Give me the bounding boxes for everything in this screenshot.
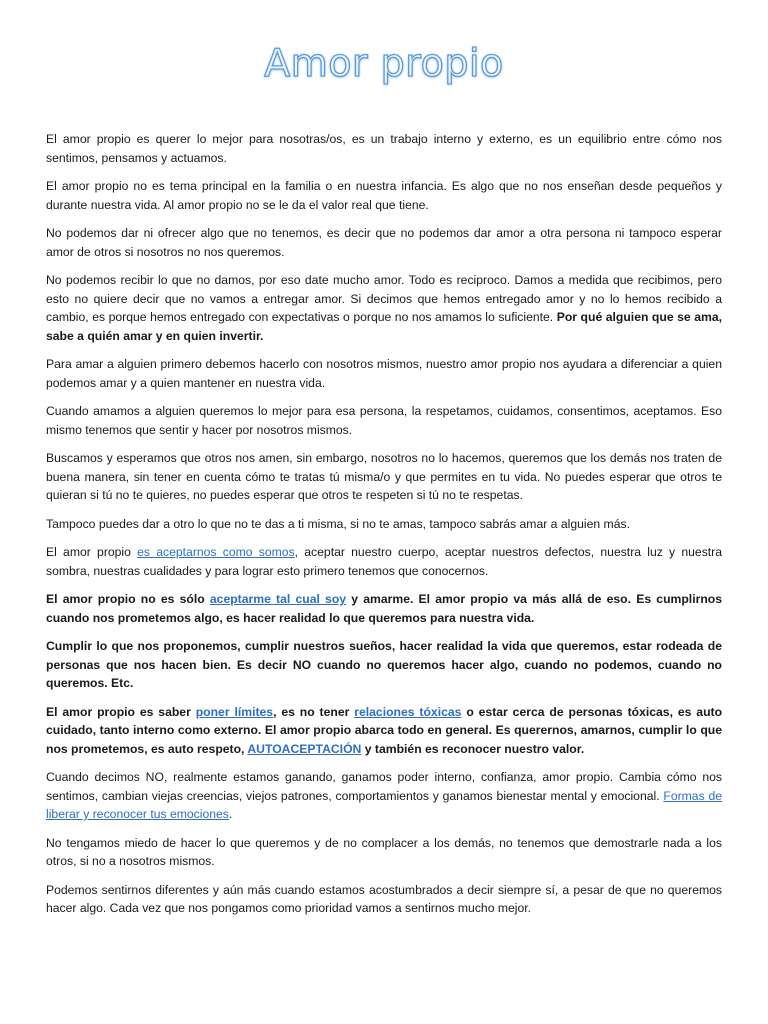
link-poner-limites[interactable]: poner límites (195, 704, 274, 719)
paragraph-9-text-a: El amor propio (46, 545, 138, 559)
paragraph-13 (46, 768, 722, 824)
paragraph-10-text-a: El amor propio no es sólo (46, 592, 210, 606)
paragraph-7: Buscamos y esperamos que otros nos amen, sin embargo, nosotros no lo hacemos, queremos que los demás nos traten de buena manera, sin tener en cuenta cómo te tratas tú misma/o y que permites en tu vida. No puedes esperar que otros te quieran si tú no te quieres, no puedes esperar que otros te respeten si tú no te respetas. (46, 451, 722, 502)
paragraph-9 (46, 543, 722, 580)
paragraph-8: Tampoco puedes dar a otro lo que no te das a ti misma, si no te amas, tampoco sabrás amar a alguien más. (46, 516, 630, 531)
paragraph-15: Podemos sentirnos diferentes y aún más cuando estamos acostumbrados a decir siempre sí, a pesar de que no queremos hacer algo. Cada vez que nos pongamos como prioridad vamos a sentirnos mucho mejor. (46, 882, 722, 915)
paragraph-9-text-b: , aceptar nuestro cuerpo, aceptar nuestros defectos, nuestra luz y nuestra sombra, nuestras cualidades y para lograr esto primero tenemos que conocernos. (46, 545, 723, 578)
paragraph-14: No tengamos miedo de hacer lo que queremos y de no complacer a los demás, no tenemos que demostrarle nada a los otros, si no a nosotros mismos. (46, 835, 722, 868)
paragraph-13-text-a: Cuando decimos NO, realmente estamos ganando, ganamos poder interno, confianza, amor propio. Cambia cómo nos sentimos, cambian viejas creencias, viejos patrones, comportamientos y ganamos bienestar mental y emocional. (46, 770, 722, 803)
paragraph-6: Cuando amamos a alguien queremos lo mejor para esa persona, la respetamos, cuidamos, consentimos, aceptamos. Eso mismo tenemos que sentir y hacer por nosotros mismos. (46, 404, 722, 437)
link-aceptarnos[interactable]: es aceptarnos como somos (137, 545, 295, 559)
paragraph-2: El amor propio no es tema principal en la familia o en nuestra infancia. Es algo que no nos enseñan desde pequeños y durante nuestra vida. Al amor propio no se le da el valor real que tiene. (46, 179, 722, 212)
paragraph-12-text-b: , es no tener (273, 704, 355, 719)
paragraph-4-bold: Por qué alguien que se ama, sabe a quién amar y en quien invertir. (46, 310, 722, 343)
link-relaciones-toxicas[interactable]: relaciones tóxicas (354, 704, 462, 719)
link-aceptarme[interactable]: aceptarme tal cual soy (209, 592, 347, 606)
paragraph-4 (46, 271, 722, 345)
paragraph-3: No podemos dar ni ofrecer algo que no tenemos, es decir que no podemos dar amor a otra persona ni tampoco esperar amor de otros si nosotros no nos queremos. (46, 226, 722, 259)
link-autoaceptacion[interactable]: AUTOACEPTACIÓN (247, 741, 362, 756)
paragraph-12-text-d: y también es reconocer nuestro valor. (361, 741, 585, 756)
page-title: Amor propio (264, 41, 504, 85)
link-formas-liberar-emociones[interactable]: Formas de liberar y reconocer tus emociones (46, 788, 723, 821)
paragraph-13-text-b: . (228, 807, 233, 821)
paragraph-12-text-a: El amor propio es saber (46, 704, 196, 719)
paragraph-11: Cumplir lo que nos proponemos, cumplir nuestros sueños, hacer realidad la vida que queremos, estar rodeada de personas que nos hacen bien. Es decir NO cuando no queremos hacer algo, cuando no podemos, cuando no queremos. Etc. (46, 639, 722, 690)
paragraph-12 (46, 703, 722, 759)
paragraph-1: El amor propio es querer lo mejor para nosotras/os, es un trabajo interno y externo, es un equilibrio entre cómo nos sentimos, pensamos y actuamos. (46, 132, 722, 165)
paragraph-12-text-c: o estar cerca de personas tóxicas, es auto cuidado, tanto interno como externo. El amor propio abarca todo en general. Es querernos, amarnos, cumplir lo que nos prometemos, es auto respeto, (46, 704, 723, 756)
paragraph-4-text: No podemos recibir lo que no damos, por eso date mucho amor. Todo es reciproco. Damos a medida que recibimos, pero esto no quiere decir que no vamos a entregar amor. Si decimos que hemos entregado amor y no lo hemos recibido a cambio, es porque hemos entregado con expectativas o porque no nos amamos lo suficiente. (46, 273, 722, 324)
paragraph-10-text-b: y amarme. El amor propio va más allá de eso. Es cumplirnos cuando nos prometemos algo, es hacer realidad lo que queremos para nuestra vida. (46, 592, 722, 625)
paragraph-5: Para amar a alguien primero debemos hacerlo con nosotros mismos, nuestro amor propio nos ayudara a diferenciar a quien podemos amar y a quien mantener en nuestra vida. (46, 357, 722, 390)
paragraph-10 (46, 590, 722, 627)
